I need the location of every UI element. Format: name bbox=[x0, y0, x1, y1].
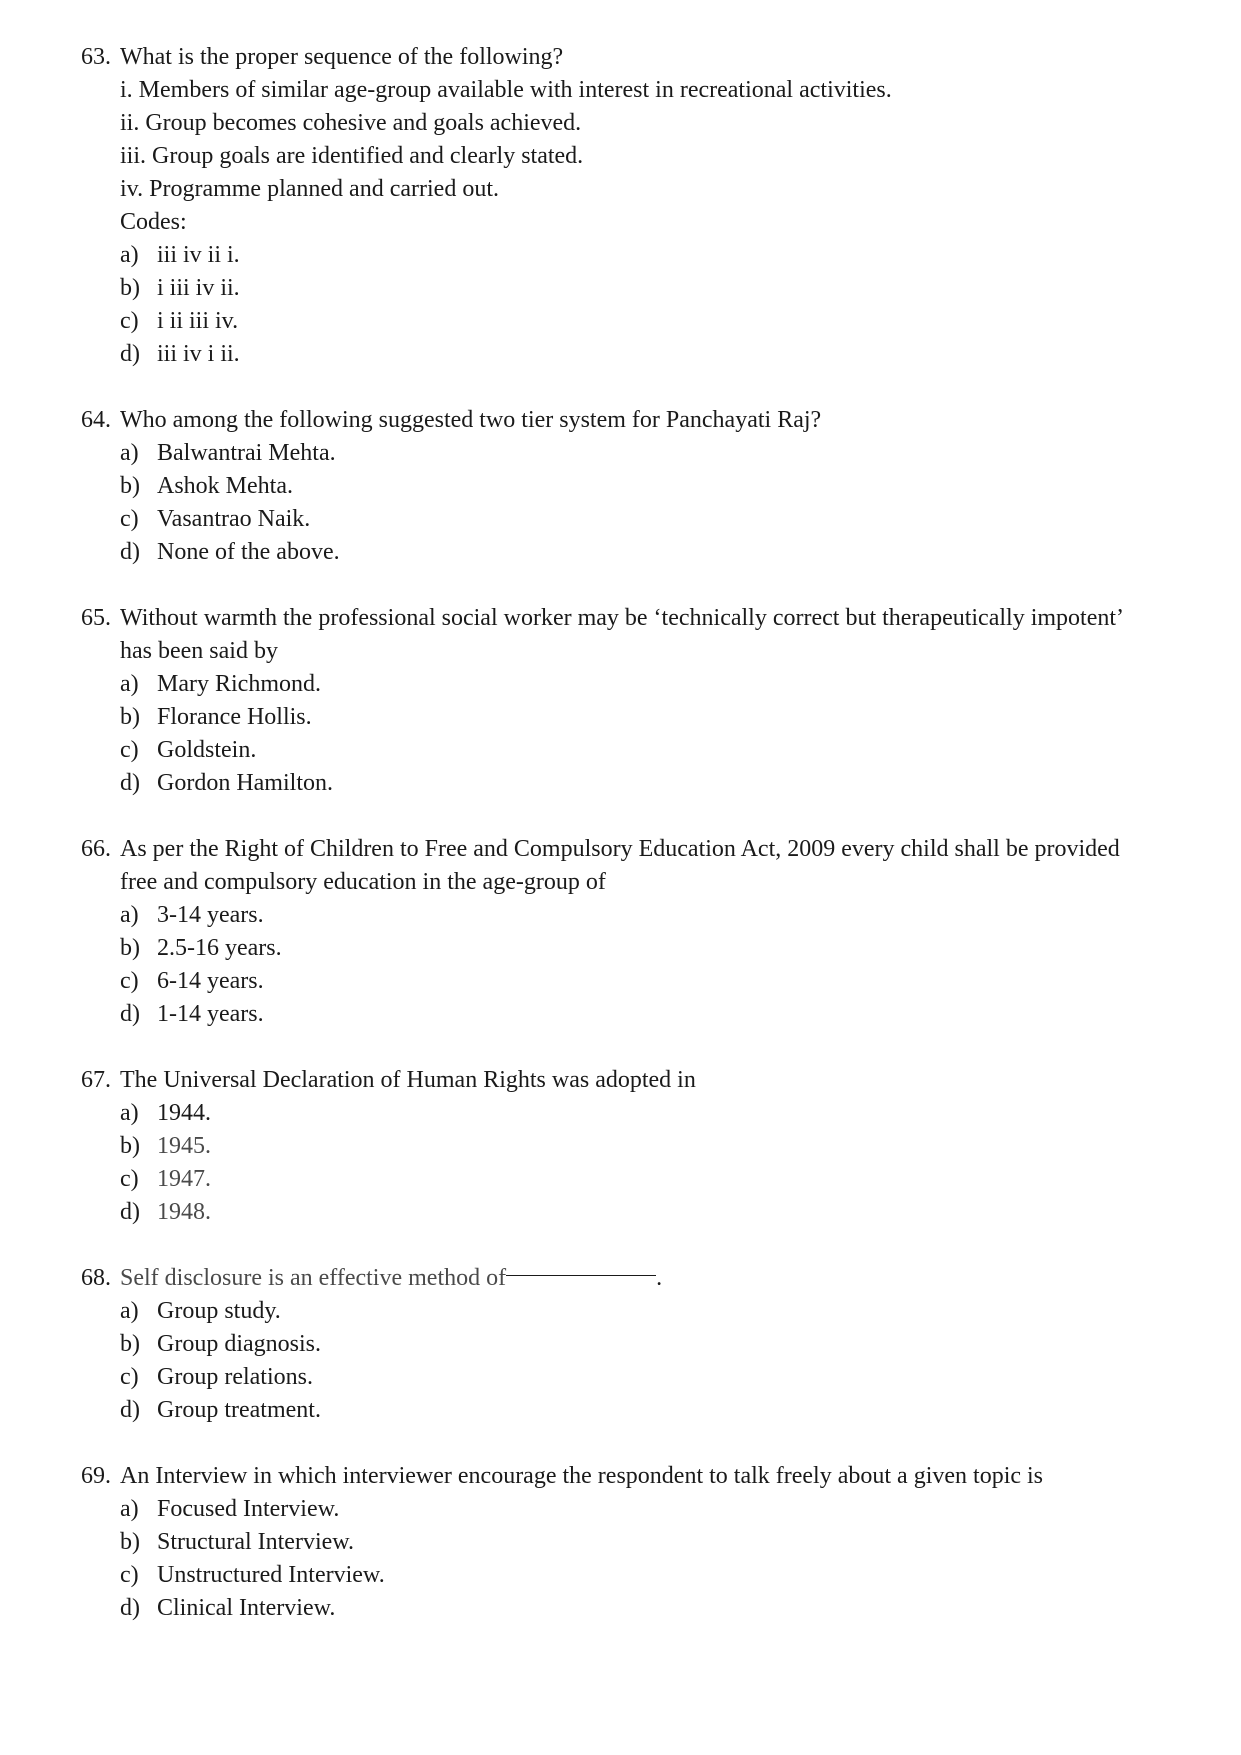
question-text: Without warmth the professional social worker may be ‘technically correct but therapeutically impotent’ bbox=[120, 605, 1125, 631]
option-letter: d) bbox=[120, 1397, 140, 1423]
question-number: 68. bbox=[81, 1265, 111, 1291]
question-text-continued: has been said by bbox=[120, 638, 278, 664]
option-a bbox=[81, 1295, 1241, 1328]
question-number: 67. bbox=[81, 1067, 111, 1093]
option-text: Group relations. bbox=[157, 1364, 313, 1390]
option-text: Group treatment. bbox=[157, 1397, 321, 1423]
question-text: Self disclosure is an effective method of bbox=[120, 1265, 507, 1291]
option-c bbox=[81, 1163, 1241, 1196]
option-text: 2.5-16 years. bbox=[157, 935, 282, 961]
question-67 bbox=[81, 1064, 1241, 1229]
option-letter: c) bbox=[120, 506, 139, 532]
option-letter: d) bbox=[120, 341, 140, 367]
option-d bbox=[81, 1394, 1241, 1427]
question-stem bbox=[81, 41, 1241, 74]
option-c bbox=[81, 734, 1241, 767]
option-a bbox=[81, 437, 1241, 470]
option-letter: d) bbox=[120, 770, 140, 796]
question-63 bbox=[81, 41, 1241, 371]
option-text: Balwantrai Mehta. bbox=[157, 440, 336, 466]
question-69 bbox=[81, 1460, 1241, 1625]
option-text: Mary Richmond. bbox=[157, 671, 321, 697]
option-a bbox=[81, 1097, 1241, 1130]
option-letter: a) bbox=[120, 1298, 139, 1324]
option-text: Focused Interview. bbox=[157, 1496, 340, 1522]
option-b bbox=[81, 1328, 1241, 1361]
option-text: None of the above. bbox=[157, 539, 340, 565]
option-letter: a) bbox=[120, 1496, 139, 1522]
option-letter: a) bbox=[120, 1100, 139, 1126]
option-c bbox=[81, 1559, 1241, 1592]
option-text: Structural Interview. bbox=[157, 1529, 355, 1555]
option-letter: b) bbox=[120, 1331, 140, 1357]
question-65 bbox=[81, 602, 1241, 800]
option-letter: d) bbox=[120, 1595, 140, 1621]
option-d bbox=[81, 536, 1241, 569]
question-text-continued: free and compulsory education in the age-group of bbox=[120, 869, 606, 895]
option-a bbox=[81, 1493, 1241, 1526]
option-text: Unstructured Interview. bbox=[157, 1562, 385, 1588]
option-letter: c) bbox=[120, 737, 139, 763]
question-number: 63. bbox=[81, 44, 111, 70]
option-b bbox=[81, 1526, 1241, 1559]
statement: ii. Group becomes cohesive and goals achieved. bbox=[120, 110, 582, 136]
option-text: 1-14 years. bbox=[157, 1001, 264, 1027]
option-text: i iii iv ii. bbox=[157, 275, 240, 301]
option-c bbox=[81, 965, 1241, 998]
option-a bbox=[81, 239, 1241, 272]
option-letter: b) bbox=[120, 1529, 140, 1555]
question-stem bbox=[81, 1460, 1241, 1493]
option-letter: c) bbox=[120, 1166, 139, 1192]
option-letter: a) bbox=[120, 671, 139, 697]
question-stem bbox=[81, 1064, 1241, 1097]
option-text: iii iv ii i. bbox=[157, 242, 240, 268]
option-text: 1948. bbox=[157, 1199, 211, 1225]
option-text: Goldstein. bbox=[157, 737, 257, 763]
option-letter: c) bbox=[120, 968, 139, 994]
option-b bbox=[81, 1130, 1241, 1163]
question-64 bbox=[81, 404, 1241, 569]
question-number: 66. bbox=[81, 836, 111, 862]
question-suffix: . bbox=[656, 1265, 663, 1291]
question-number: 64. bbox=[81, 407, 111, 433]
question-text: An Interview in which interviewer encourage the respondent to talk freely about a given topic is bbox=[120, 1463, 1044, 1489]
fill-in-blank bbox=[506, 1275, 656, 1276]
question-text: What is the proper sequence of the following? bbox=[120, 44, 564, 70]
question-number: 65. bbox=[81, 605, 111, 631]
option-letter: c) bbox=[120, 1562, 139, 1588]
option-text: Gordon Hamilton. bbox=[157, 770, 333, 796]
question-66 bbox=[81, 833, 1241, 1031]
option-b bbox=[81, 932, 1241, 965]
option-letter: b) bbox=[120, 704, 140, 730]
option-letter: b) bbox=[120, 1133, 140, 1159]
codes-label: Codes: bbox=[120, 209, 187, 235]
option-d bbox=[81, 1592, 1241, 1625]
option-letter: b) bbox=[120, 473, 140, 499]
option-text: 1945. bbox=[157, 1133, 211, 1159]
option-text: Group study. bbox=[157, 1298, 281, 1324]
question-text: The Universal Declaration of Human Rights was adopted in bbox=[120, 1067, 696, 1093]
option-text: 6-14 years. bbox=[157, 968, 264, 994]
option-text: Ashok Mehta. bbox=[157, 473, 293, 499]
option-letter: a) bbox=[120, 902, 139, 928]
option-letter: d) bbox=[120, 1199, 140, 1225]
option-c bbox=[81, 503, 1241, 536]
question-text: As per the Right of Children to Free and Compulsory Education Act, 2009 every child shall be provided bbox=[120, 836, 1120, 862]
option-text: Clinical Interview. bbox=[157, 1595, 336, 1621]
option-b bbox=[81, 470, 1241, 503]
question-68 bbox=[81, 1262, 1241, 1427]
option-letter: c) bbox=[120, 308, 139, 334]
statement: i. Members of similar age-group available with interest in recreational activities. bbox=[120, 77, 892, 103]
option-d bbox=[81, 338, 1241, 371]
question-stem bbox=[81, 1262, 1241, 1295]
option-d bbox=[81, 1196, 1241, 1229]
option-a bbox=[81, 668, 1241, 701]
option-d bbox=[81, 767, 1241, 800]
option-letter: c) bbox=[120, 1364, 139, 1390]
option-letter: a) bbox=[120, 242, 139, 268]
option-b bbox=[81, 272, 1241, 305]
option-letter: d) bbox=[120, 1001, 140, 1027]
option-c bbox=[81, 1361, 1241, 1394]
option-letter: a) bbox=[120, 440, 139, 466]
option-a bbox=[81, 899, 1241, 932]
option-text: 3-14 years. bbox=[157, 902, 264, 928]
statement: iv. Programme planned and carried out. bbox=[120, 176, 499, 202]
option-text: Group diagnosis. bbox=[157, 1331, 321, 1357]
question-stem bbox=[81, 833, 1241, 866]
question-number: 69. bbox=[81, 1463, 111, 1489]
option-letter: b) bbox=[120, 275, 140, 301]
option-d bbox=[81, 998, 1241, 1031]
option-text: iii iv i ii. bbox=[157, 341, 240, 367]
option-text: Florance Hollis. bbox=[157, 704, 312, 730]
option-text: Vasantrao Naik. bbox=[157, 506, 311, 532]
option-text: 1944. bbox=[157, 1100, 211, 1126]
option-text: i ii iii iv. bbox=[157, 308, 239, 334]
question-stem bbox=[81, 404, 1241, 437]
option-c bbox=[81, 305, 1241, 338]
question-text-wrapper bbox=[120, 1262, 1241, 1295]
option-letter: d) bbox=[120, 539, 140, 565]
question-text: Who among the following suggested two tier system for Panchayati Raj? bbox=[120, 407, 822, 433]
statement: iii. Group goals are identified and clearly stated. bbox=[120, 143, 584, 169]
option-text: 1947. bbox=[157, 1166, 211, 1192]
question-stem bbox=[81, 602, 1241, 635]
option-b bbox=[81, 701, 1241, 734]
option-letter: b) bbox=[120, 935, 140, 961]
